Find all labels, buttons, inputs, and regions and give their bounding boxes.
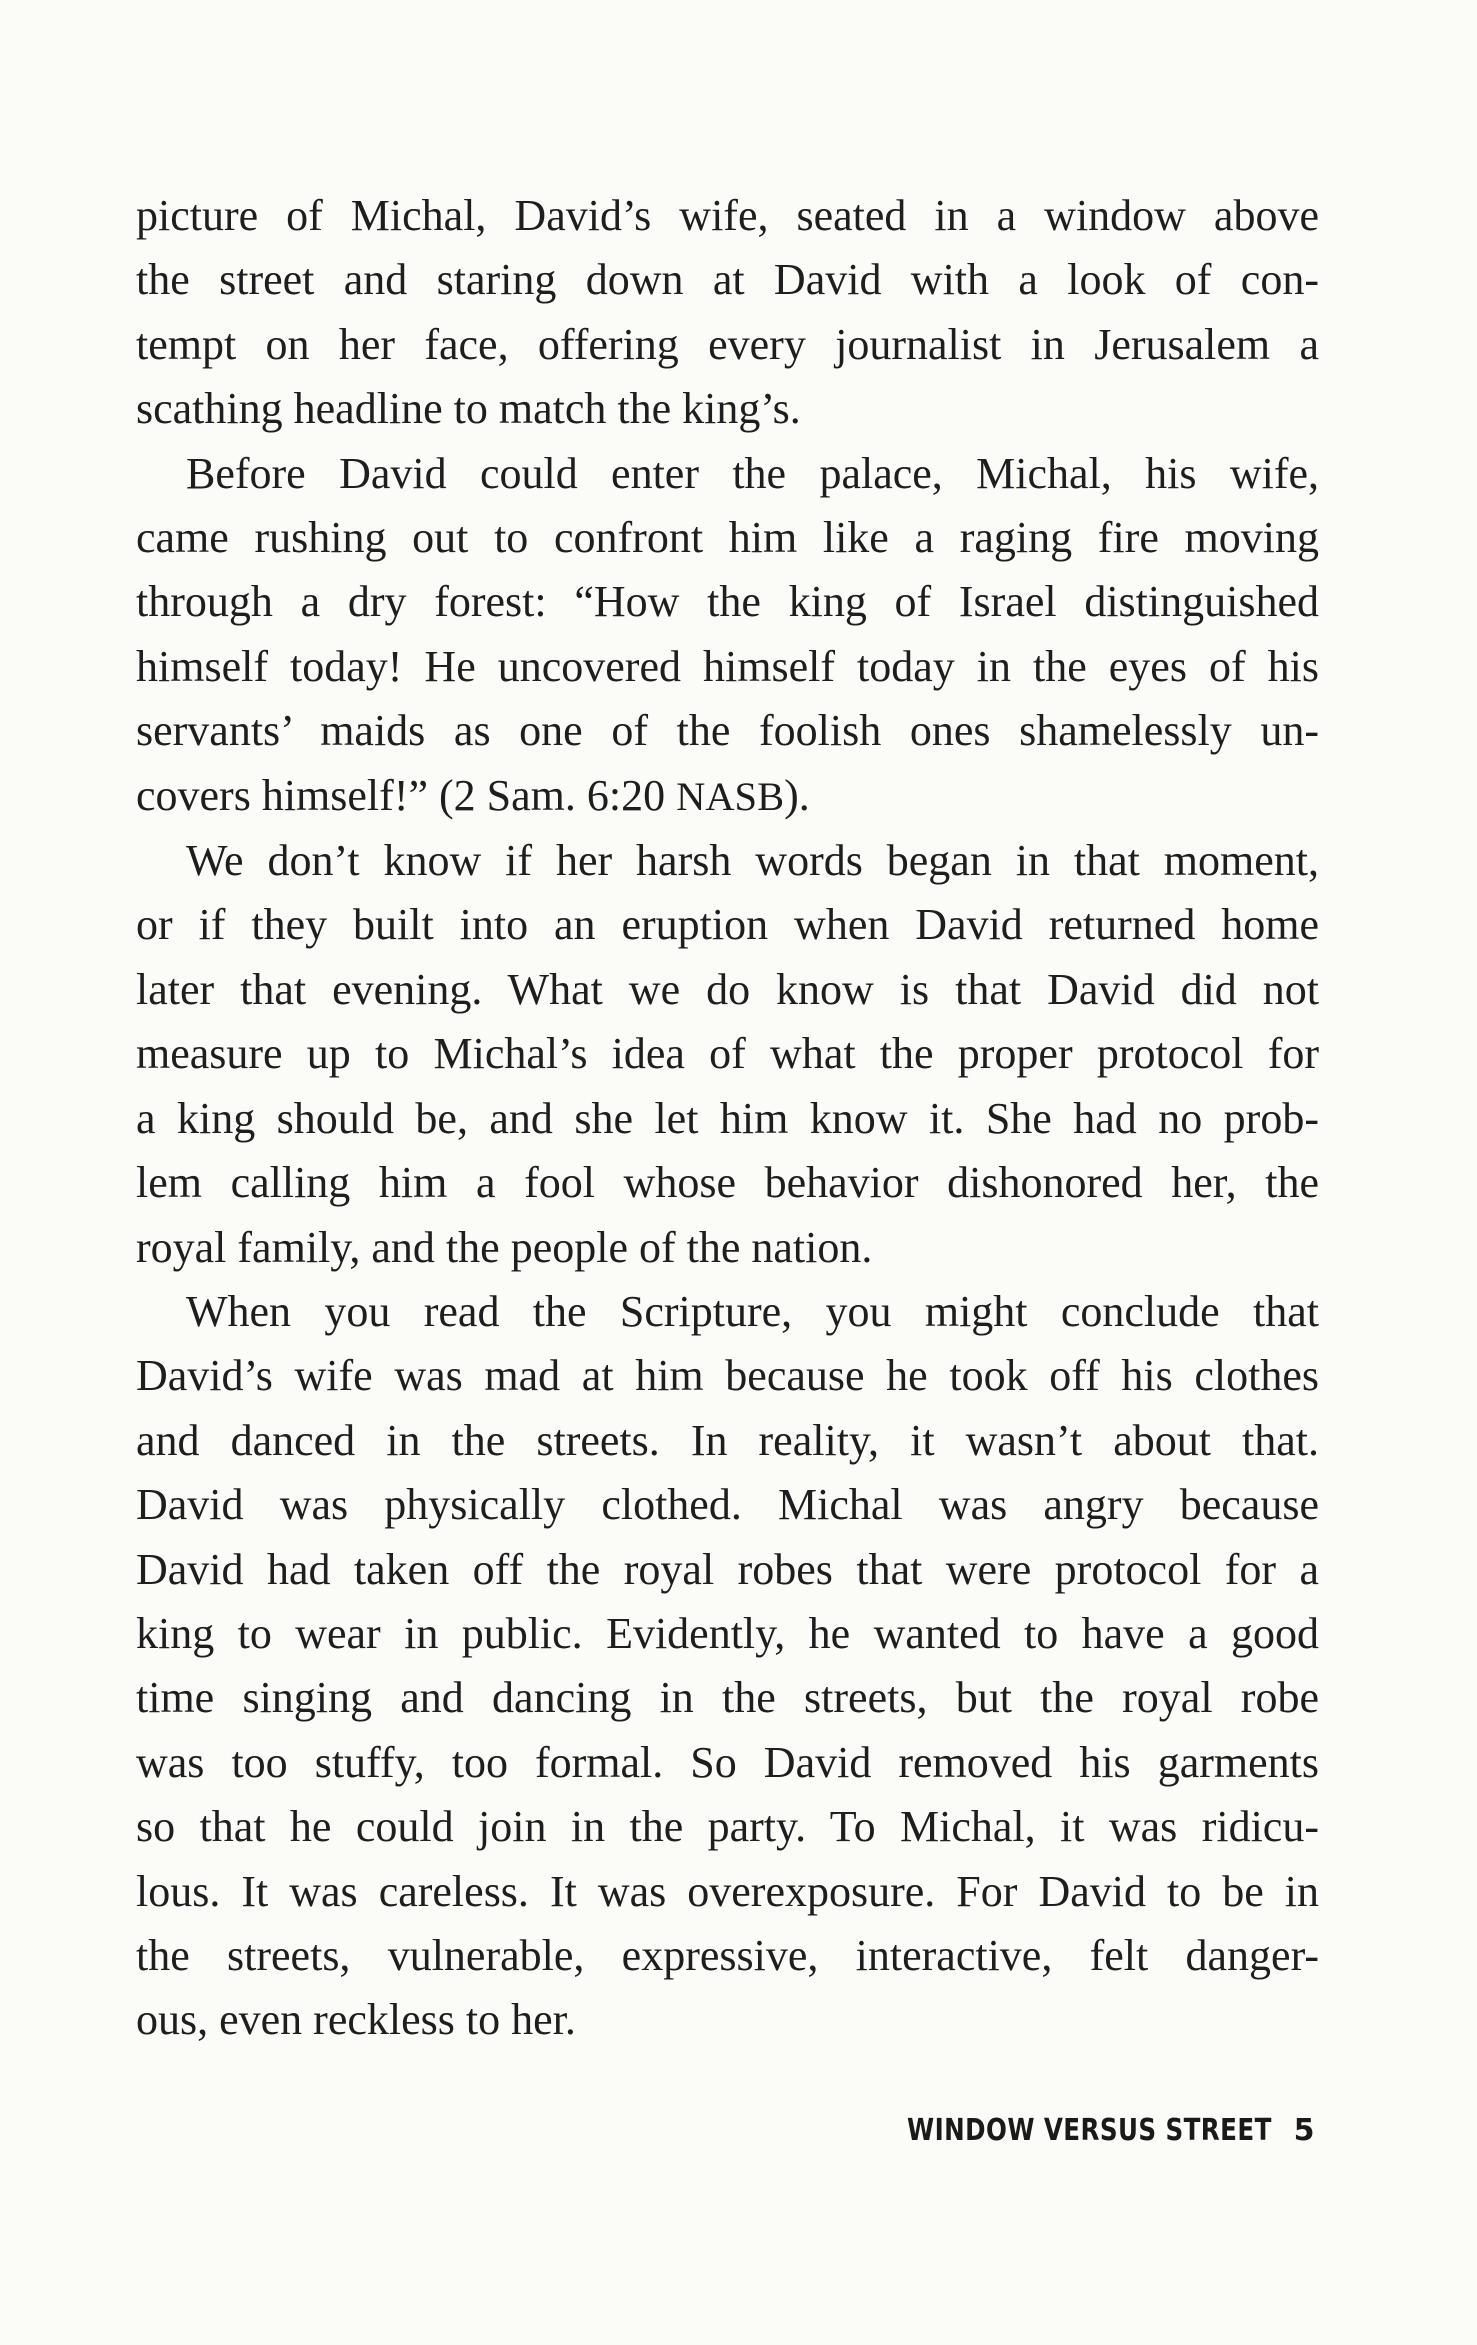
- text-line: picture of Michal, David’s wife, seated in a window above: [136, 191, 1319, 240]
- text-line: We don’t know if her harsh words began in that moment,: [186, 836, 1319, 886]
- citation-text: covers himself!” (2 Sam. 6:20: [136, 770, 677, 820]
- citation-version: NASB: [676, 773, 785, 819]
- text-line: When you read the Scripture, you might conclude that: [186, 1286, 1319, 1336]
- text-line: himself today! He uncovered himself today in the eyes of his: [136, 641, 1319, 691]
- text-line: Before David could enter the palace, Michal, his wife,: [186, 448, 1319, 498]
- page-footer: [827, 2113, 1315, 2148]
- text-line: royal family, and the people of the nation.: [136, 1222, 873, 1272]
- text-line: measure up to Michal’s idea of what the proper protocol for: [136, 1029, 1319, 1079]
- text-line: servants’ maids as one of the foolish ones shamelessly un-: [136, 706, 1319, 756]
- text-line: and danced in the streets. In reality, it wasn’t about that.: [136, 1415, 1319, 1465]
- paragraph-1: [136, 184, 1319, 442]
- text-line: a king should be, and she let him know it. She had no prob-: [136, 1093, 1319, 1143]
- text-line: later that evening. What we do know is that David did not: [136, 964, 1319, 1014]
- text-line: David was physically clothed. Michal was angry because: [136, 1480, 1319, 1530]
- text-line: the streets, vulnerable, expressive, interactive, felt danger-: [136, 1930, 1319, 1980]
- paragraph-3: [136, 829, 1319, 1280]
- text-line: through a dry forest: “How the king of Israel distinguished: [136, 577, 1319, 627]
- text-line: or if they built into an eruption when David returned home: [136, 900, 1319, 950]
- paragraph-4: [136, 1280, 1319, 2053]
- text-line: time singing and dancing in the streets, but the royal robe: [136, 1673, 1319, 1723]
- citation-close: ).: [784, 770, 810, 820]
- text-line-with-citation: [136, 764, 1319, 829]
- text-line: scathing headline to match the king’s.: [136, 384, 801, 434]
- text-line: tempt on her face, offering every journalist in Jerusalem a: [136, 319, 1319, 369]
- text-line: ous, even reckless to her.: [136, 1995, 576, 2045]
- text-line: so that he could join in the party. To Michal, it was ridicu-: [136, 1802, 1319, 1852]
- text-line: David’s wife was mad at him because he took off his clothes: [136, 1351, 1319, 1401]
- paragraph-2: [136, 442, 1319, 829]
- text-line: lous. It was careless. It was overexposure. For David to be in: [136, 1866, 1319, 1916]
- text-line: king to wear in public. Evidently, he wanted to have a good: [136, 1608, 1319, 1658]
- page-number: 5: [1293, 2113, 1315, 2148]
- text-line: lem calling him a fool whose behavior dishonored her, the: [136, 1158, 1319, 1208]
- body-text: [136, 184, 1319, 2053]
- running-head: WINDOW VERSUS STREET: [906, 2113, 1272, 2148]
- text-line: the street and staring down at David with a look of con-: [136, 255, 1319, 305]
- text-line: David had taken off the royal robes that were protocol for a: [136, 1544, 1319, 1594]
- text-line: came rushing out to confront him like a raging fire moving: [136, 513, 1319, 563]
- text-line: was too stuffy, too formal. So David removed his garments: [136, 1737, 1319, 1787]
